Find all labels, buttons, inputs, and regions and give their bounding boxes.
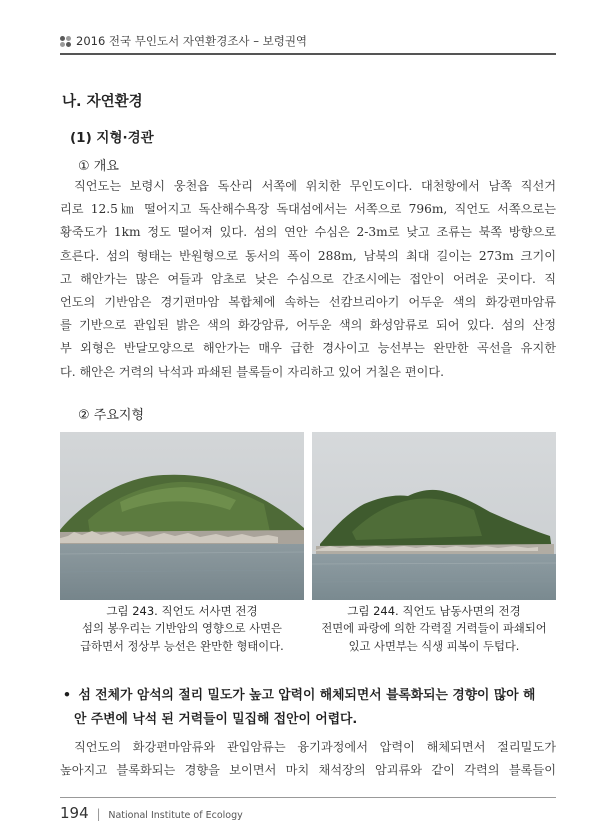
section-title: 나. 자연환경	[62, 94, 143, 110]
figure-caption-title: 그림 243. 직언도 서사면 전경	[106, 604, 258, 618]
footer-separator: |	[96, 807, 101, 821]
running-header	[60, 30, 556, 52]
paragraph-line: 황죽도가 1km 정도 떨어져 있다. 섬의 연안 수심은 2-3m로 낮고 조류는 북쪽 방향으로	[60, 225, 556, 240]
organization-name: National Institute of Ecology	[108, 810, 243, 821]
paragraph-line: 다. 해안은 거력의 낙석과 파쇄된 블록들이 자리하고 있어 거칠은 편이다.	[60, 364, 445, 379]
bullet-line: 안 주변에 낙석 된 거력들이 밀집해 접안이 어렵다.	[74, 712, 358, 727]
header-dots-icon	[60, 36, 71, 47]
figure-caption	[60, 602, 304, 656]
page-number: 194	[60, 804, 89, 822]
paragraph-line: 직언도는 보령시 웅천읍 독산리 서쪽에 위치한 무인도이다. 대천항에서 남쪽 직선거	[74, 179, 556, 193]
island-west-slope-photo	[60, 432, 304, 600]
page-footer	[60, 804, 243, 822]
figure-caption	[312, 602, 556, 656]
running-title: 2016 전국 무인도서 자연환경조사 – 보령권역	[76, 34, 308, 48]
paragraph-line: 리로 12.5㎞ 떨어지고 독산해수욕장 독대섬에서는 서쪽으로 796m, 직언도 서쪽으로는	[60, 202, 556, 217]
item-title-overview: ① 개요	[78, 159, 119, 174]
figure-caption-text: 있고 사면부는 식생 피복이 두텁다.	[348, 640, 520, 653]
paragraph-line: 고 해안가는 많은 여들과 암초로 낮은 수심으로 간조시에는 접안이 어려운 곳이다. 직	[60, 271, 556, 286]
figure-caption-text: 섬의 봉우리는 기반암의 영향으로 사면은	[82, 622, 282, 635]
detail-paragraph	[60, 736, 556, 782]
footer-rule	[60, 797, 556, 798]
paragraph-line: 언도의 기반암은 경기편마암 복합체에 속하는 선캄브리아기 어두운 색의 화강편마암류	[60, 294, 556, 309]
island-southeast-slope-photo	[312, 432, 556, 600]
header-rule	[60, 53, 556, 55]
key-point-bullet	[60, 684, 556, 732]
figure-caption-text: 급하면서 정상부 능선은 완만한 형태이다.	[80, 640, 284, 653]
bullet-line	[60, 684, 556, 708]
paragraph-line: 직언도의 화강편마암류와 관입암류는 융기과정에서 압력이 해체되면서 절리밀도가	[74, 740, 556, 754]
paragraph-line: 높아지고 블록화되는 경향을 보이면서 마치 채석장의 암괴류와 같이 각력의 블록들이	[60, 763, 556, 778]
paragraph-line: 부 외형은 반달모양으로 해안가는 매우 급한 경사이고 능선부는 완만한 곡선을 유지한	[60, 341, 556, 356]
figure-caption-text: 전면에 파랑에 의한 각력질 거력들이 파쇄되어	[321, 622, 547, 635]
subsection-title: (1) 지형·경관	[70, 130, 154, 146]
bullet-icon: •	[62, 688, 72, 703]
bullet-text: 섬 전체가 암석의 절리 밀도가 높고 압력이 해체되면서 블록화되는 경향이 많아 해	[78, 688, 536, 703]
overview-paragraph	[60, 175, 556, 384]
paragraph-line: 를 기반으로 관입된 밝은 색의 화강암류, 어두운 색의 화성암류로 되어 있다. 섬의 산정	[60, 318, 556, 333]
item-title-major-landforms: ② 주요지형	[78, 408, 145, 423]
figure-caption-title: 그림 244. 직언도 남동사면의 전경	[347, 604, 521, 618]
paragraph-line: 흐른다. 섬의 형태는 반원형으로 동서의 폭이 288m, 남북의 최대 길이는 273m 크기이	[60, 248, 556, 263]
